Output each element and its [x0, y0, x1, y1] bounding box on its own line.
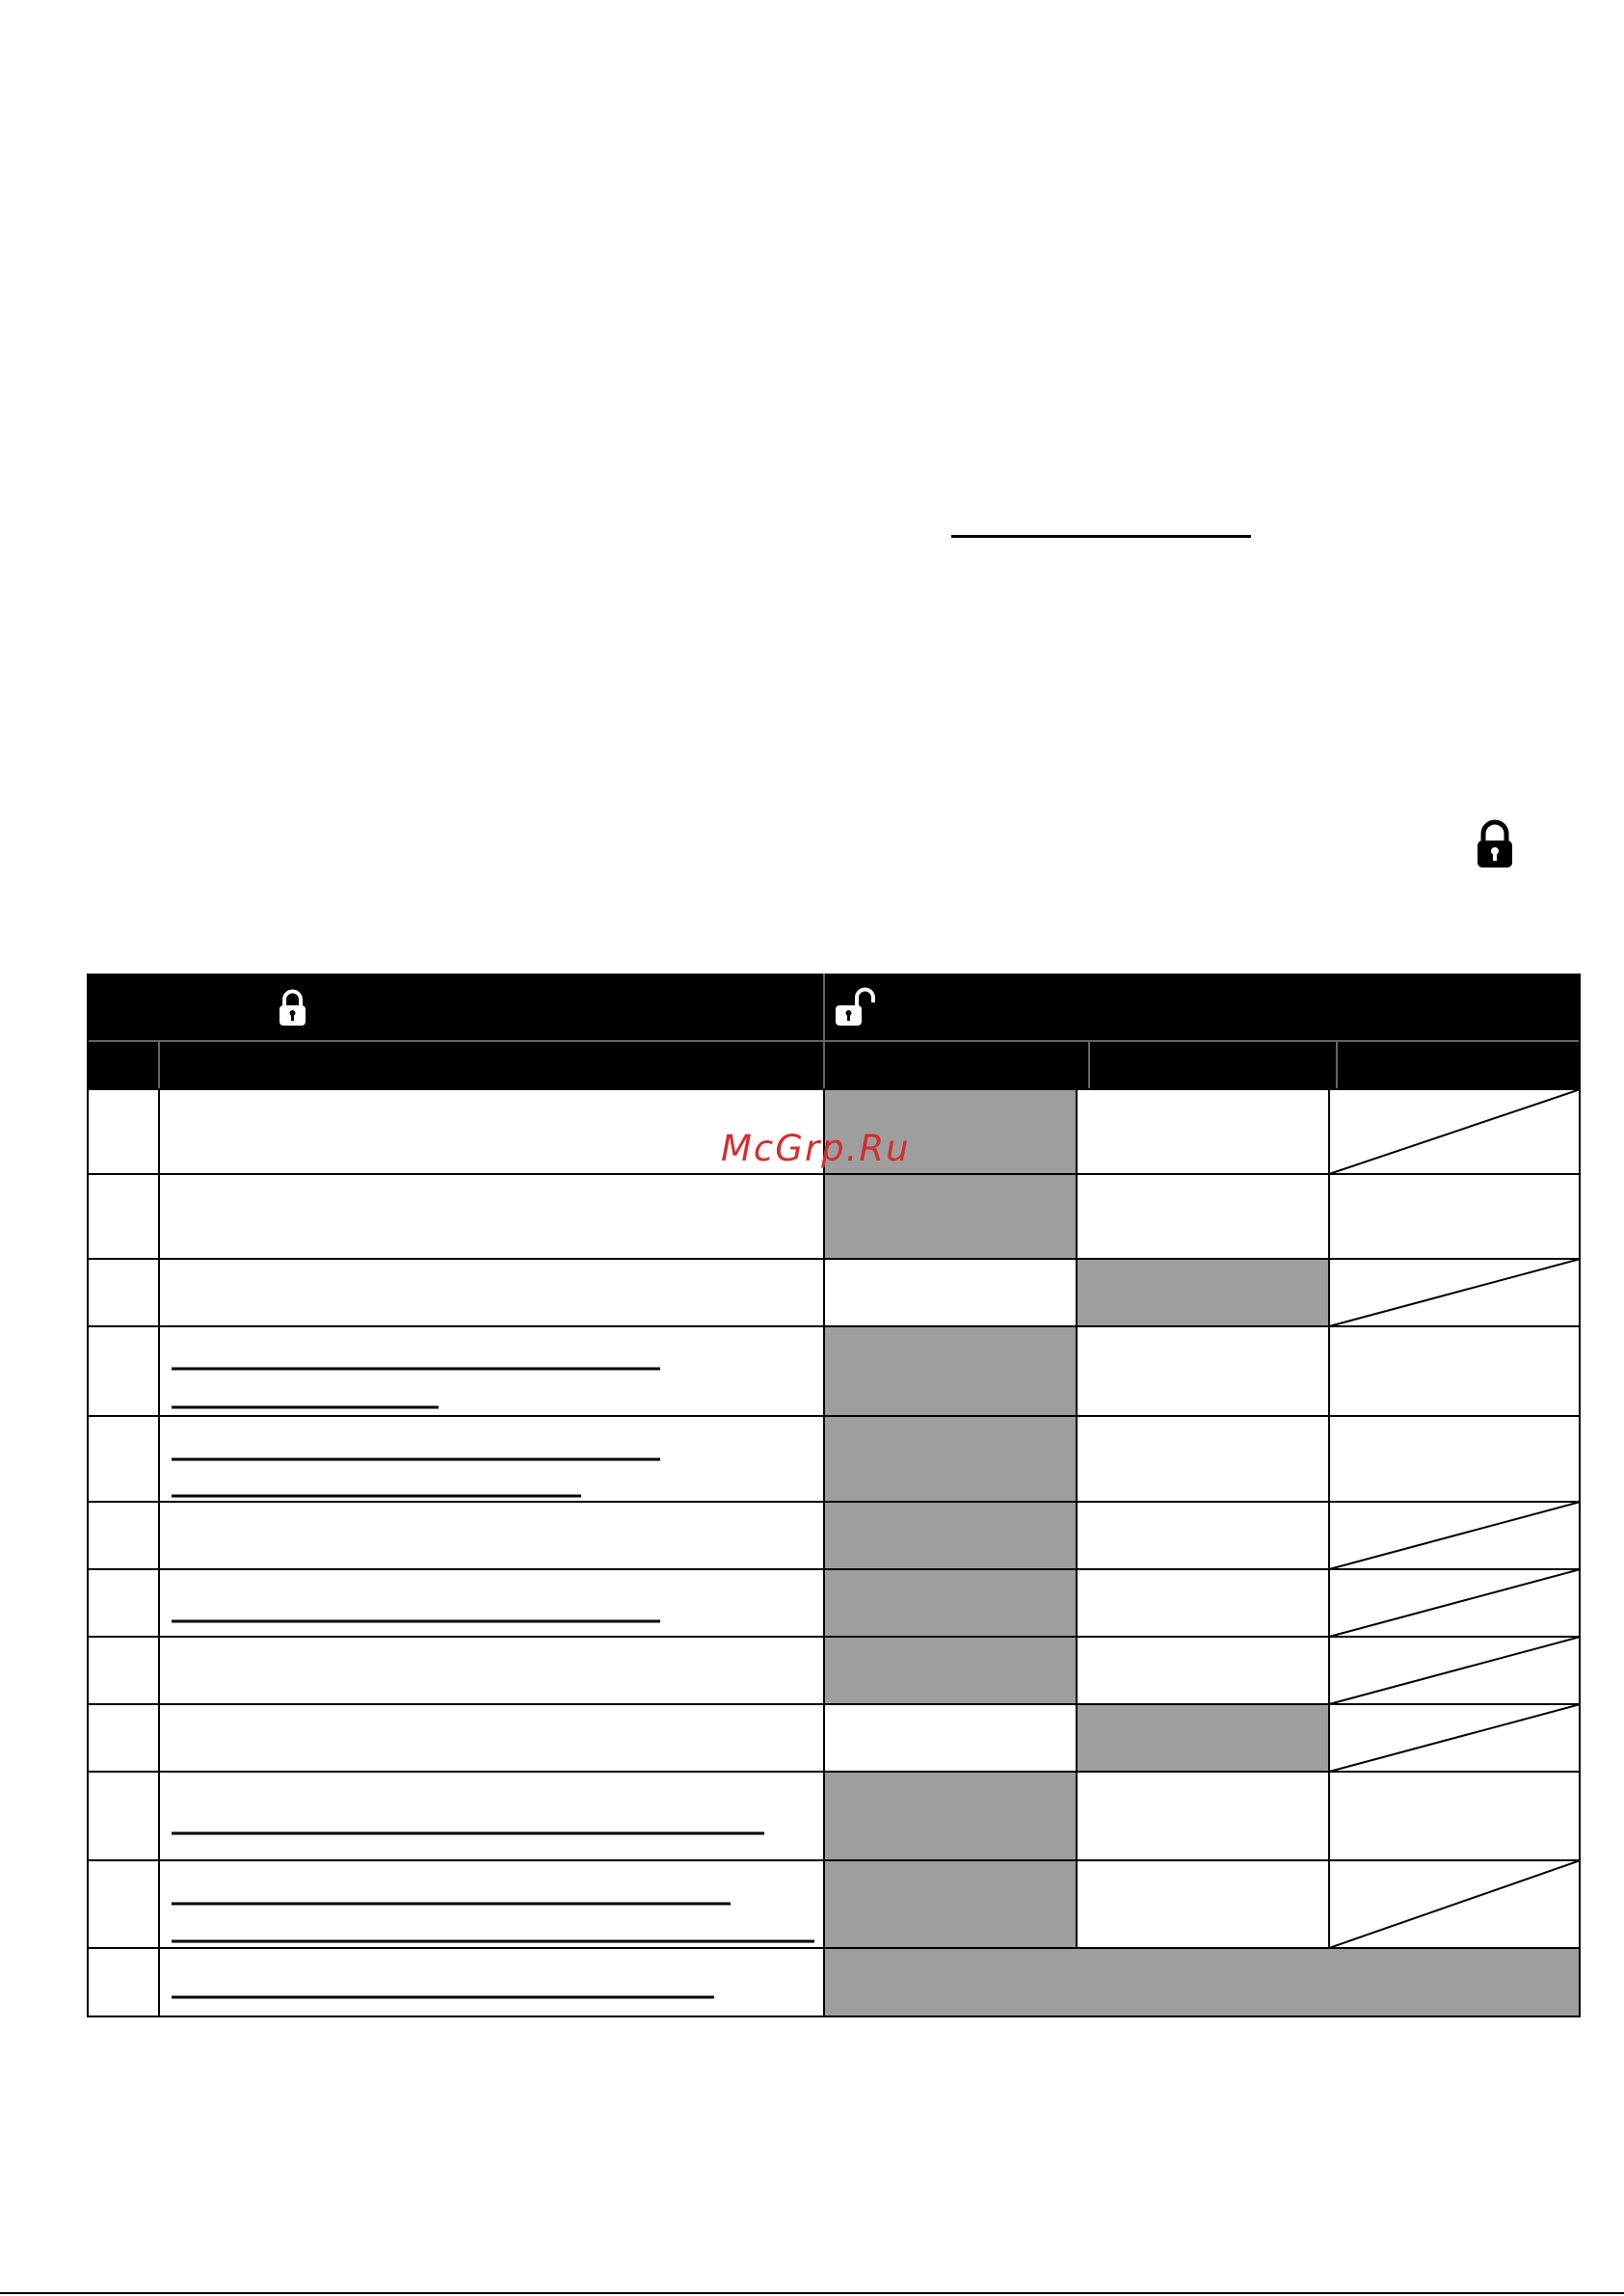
table-header-row: [87, 974, 1581, 1089]
description-underlines: [172, 1369, 814, 1997]
lock-closed-icon: [1475, 819, 1515, 869]
watermark: McGrp.Ru: [721, 1128, 911, 1169]
header-underline: [951, 535, 1251, 538]
not-applicable-marks: [1329, 1089, 1581, 1948]
page-bottom-rule: [0, 2292, 1624, 2294]
shaded-cells: [824, 1089, 1581, 2017]
